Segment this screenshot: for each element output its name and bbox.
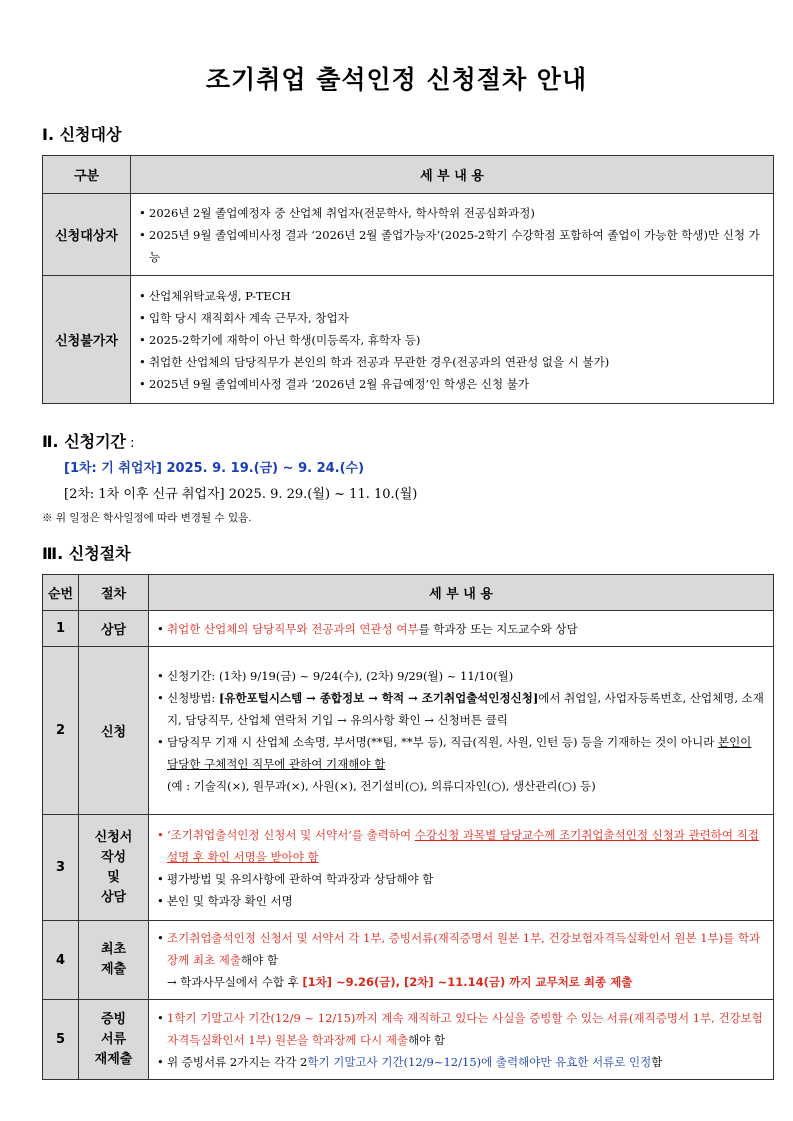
- section-1-heading: Ⅰ. 신청대상: [42, 125, 122, 144]
- second-round-period: [2차: 1차 이후 신규 취업자] 2025. 9. 29.(월) ~ 11. 10.(월): [64, 487, 418, 502]
- duty-emphasis: 본인이 담당한 구체적인 직무에 관하여 기재해야 함: [167, 734, 752, 771]
- list-item: • 2026년 2월 졸업예정자 중 산업체 취업자(전문학사, 학사학위 전공심화과정): [139, 202, 765, 224]
- col-header-category: 구분: [43, 156, 131, 194]
- step-name: [79, 1000, 149, 1080]
- target-table: [42, 155, 774, 404]
- col-header-details: 세 부 내 용: [131, 156, 774, 194]
- step-name-line: 최초: [100, 942, 127, 957]
- step-name-line: 서류: [100, 1031, 127, 1047]
- step-name-line: 및: [107, 869, 120, 885]
- table-row: [43, 276, 774, 404]
- procedure-table: [42, 574, 774, 1080]
- step-name: [79, 815, 149, 921]
- table-row: [43, 921, 774, 1000]
- step-name-line: 재제출: [94, 1051, 133, 1067]
- table-row: [43, 611, 774, 647]
- step-details: [149, 611, 774, 647]
- step-details: [149, 1000, 774, 1080]
- duty-example: (예 : 기술직(×), 원무과(×), 사원(×), 전기설비(○), 의류디자인(○), 생산관리(○) 등): [167, 778, 596, 793]
- table-row: [43, 194, 774, 276]
- step-details: [149, 647, 774, 815]
- step-number: 4: [43, 921, 79, 1000]
- table-row: [43, 647, 774, 815]
- step-name-line: 신청서: [94, 829, 133, 845]
- row-details: [131, 194, 774, 276]
- step-name-line: 증빙: [100, 1011, 127, 1027]
- duty-prefix: 담당직무 기재 시 산업체 소속명, 부서명(**팀, **부 등), 직급(직원, 사원, 인턴 등) 등을 기재하는 것이 아니라: [167, 734, 718, 749]
- professor-signature-text: 수강신청 과목별 담당교수께 조기취업출석인정 신청과 관련하여 직접 설명 후 확인 서명을 받아야 함: [167, 827, 759, 864]
- list-item: • 신청기간: (1차) 9/19(금) ~ 9/24(수), (2차) 9/29(월) ~ 11/10(월): [157, 665, 765, 687]
- validity-period-text: 학기 기말고사 기간(12/9~12/15)에 출력해야만 유효한 서류로 인정: [307, 1054, 652, 1069]
- list-item: [157, 687, 765, 731]
- step-name: 상담: [79, 611, 149, 647]
- list-item: • 취업한 산업체의 담당직무가 본인의 학과 전공과 무관한 경우(전공과의 연관성 없을 시 불가): [139, 351, 765, 373]
- resubmit-docs-rest: 해야 함: [408, 1032, 446, 1047]
- deadline-text: [1차] ~9.26(금), [2차] ~11.14(금) 까지 교무처로 최종 제출: [302, 975, 633, 989]
- section-2-heading-suffix: :: [126, 436, 135, 451]
- resubmit-docs-text: 1학기 기말고사 기간(12/9 ~ 12/15)까지 계속 재직하고 있다는 사실을 증빙할 수 있는 서류(재직증명서 1부, 건강보험자격득실확인서 1부) 원본을 학과장께 다시 제출: [167, 1010, 763, 1047]
- relevance-text: 취업한 산업체의 담당직무와 전공과의 연관성 여부: [167, 621, 419, 636]
- list-item: [157, 971, 765, 993]
- step-name: 신청: [79, 647, 149, 815]
- validity-suffix: 함: [651, 1054, 663, 1069]
- method-rest: 에서 취업일, 사업자등록번호, 산업체명, 소재지, 담당직무, 산업체 연락처 기입 → 유의사항 확인 → 신청버튼 클릭: [167, 690, 764, 727]
- schedule-note: ※ 위 일정은 학사일정에 따라 변경될 수 있음.: [42, 512, 252, 524]
- consult-text: 를 학과장 또는 지도교수와 상담: [418, 621, 578, 636]
- row-details: [131, 276, 774, 404]
- col-header-step: 절차: [79, 575, 149, 611]
- list-item: • 본인 및 학과장 확인 서명: [157, 890, 765, 912]
- list-item: [157, 1007, 765, 1051]
- print-form-text: ‘조기취업출석인정 신청서 및 서약서’를 출력하여: [167, 827, 415, 842]
- list-item: [157, 1051, 765, 1073]
- list-item: [157, 731, 765, 775]
- first-round-period: [1차: 기 취업자] 2025. 9. 19.(금) ~ 9. 24.(수): [64, 461, 365, 476]
- initial-docs-rest: 해야 함: [240, 953, 278, 967]
- list-item: • 입학 당시 재직회사 계속 근무자, 창업자: [139, 307, 765, 329]
- step-number: 2: [43, 647, 79, 815]
- validity-prefix: 위 증빙서류 2가지는 각각 2: [167, 1054, 308, 1069]
- portal-path: [유한포털시스템 → 종합정보 → 학적 → 조기취업출석인정신청]: [218, 690, 539, 705]
- list-item: • 2025년 9월 졸업예비사정 결과 ‘2026년 2월 유급예정’인 학생은 신청 불가: [139, 373, 765, 395]
- collect-text: → 학과사무실에서 수합 후: [167, 975, 303, 989]
- list-item: [157, 618, 765, 640]
- col-header-details: 세 부 내 용: [149, 575, 774, 611]
- step-number: 1: [43, 611, 79, 647]
- list-item: • 2025년 9월 졸업예비사정 결과 ‘2026년 2월 졸업가능자’(2025-2학기 수강학점 포함하여 졸업이 가능한 학생)만 신청 가능: [139, 224, 765, 268]
- table-row: [43, 1000, 774, 1080]
- step-name: [79, 921, 149, 1000]
- section-3-heading: Ⅲ. 신청절차: [42, 544, 131, 563]
- table-row: [43, 815, 774, 921]
- step-name-line: 작성: [100, 849, 127, 865]
- step-name-line: 상담: [100, 889, 127, 905]
- list-item: [157, 927, 765, 971]
- initial-docs-text: 조기취업출석인정 신청서 및 서약서 각 1부, 증빙서류(재직증명서 원본 1부, 건강보험자격득실확인서 원본 1부)를 학과장께 최초 제출: [167, 931, 761, 967]
- row-category: 신청불가자: [43, 276, 131, 404]
- step-number: 3: [43, 815, 79, 921]
- section-2-heading: [42, 429, 135, 452]
- list-item: • 산업체위탁교육생, P-TECH: [139, 285, 765, 307]
- method-prefix: 신청방법:: [167, 690, 219, 705]
- list-item: • 2025-2학기에 재학이 아닌 학생(미등록자, 휴학자 등): [139, 329, 765, 351]
- row-category: 신청대상자: [43, 194, 131, 276]
- list-item: [157, 824, 765, 868]
- list-item: • 평가방법 및 유의사항에 관하여 학과장과 상담해야 함: [157, 868, 765, 890]
- step-name-line: 제출: [100, 962, 127, 977]
- step-number: 5: [43, 1000, 79, 1080]
- step-details: [149, 815, 774, 921]
- step-details: [149, 921, 774, 1000]
- section-2-heading-text: Ⅱ. 신청기간: [42, 432, 127, 451]
- col-header-no: 순번: [43, 575, 79, 611]
- page-title: 조기취업 출석인정 신청절차 안내: [205, 65, 588, 94]
